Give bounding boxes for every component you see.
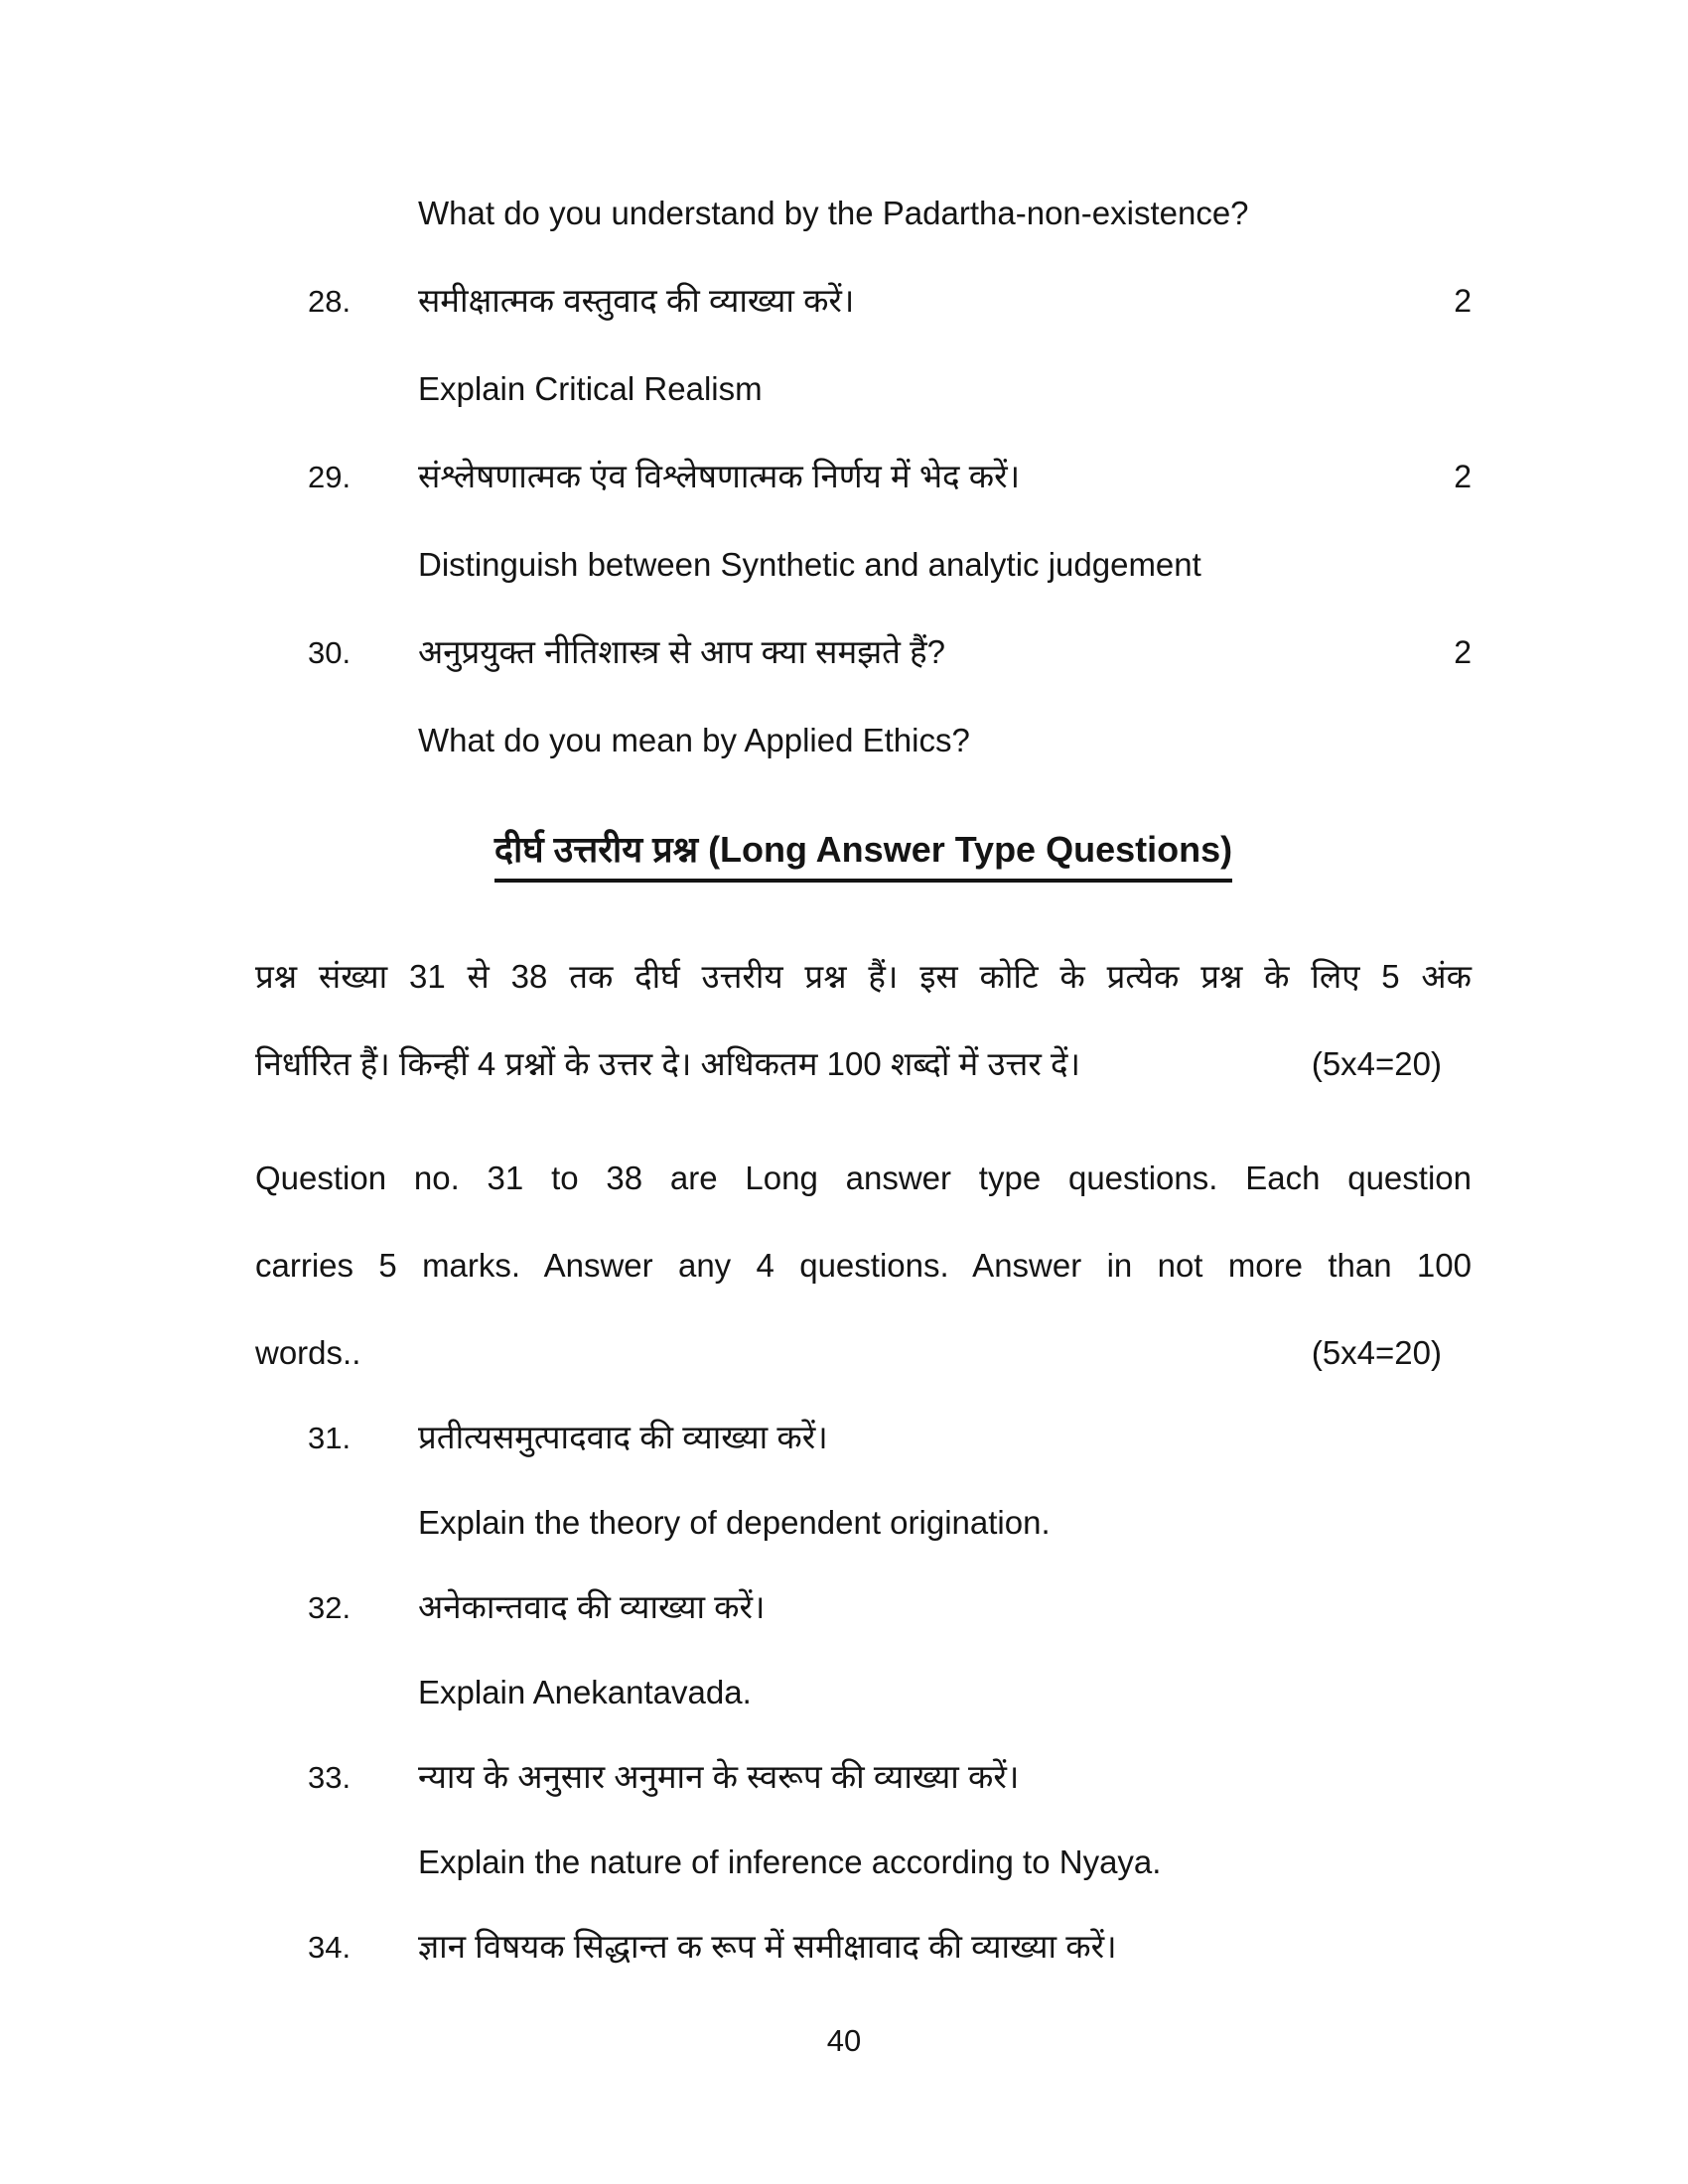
page-content xyxy=(255,194,1472,1968)
question-marks: 2 xyxy=(1454,634,1472,670)
question-number: 29. xyxy=(308,460,352,494)
long-questions-section xyxy=(255,1418,1472,1968)
question-text-hindi: अनुप्रयुक्त नीतिशास्त्र से आप क्या समझते हैं? xyxy=(418,633,946,670)
question-text-english: Distinguish between Synthetic and analytic judgement xyxy=(418,546,1201,583)
question-row-34 xyxy=(255,1927,1472,1968)
question-27-english-line: What do you understand by the Padartha-non-existence? xyxy=(418,195,1249,231)
instructions-hindi-line2-text: निर्धारित हैं। किन्हीं 4 प्रश्नों के उत्तर दे। अधिकतम 100 शब्दों में उत्तर दें। xyxy=(255,1045,1081,1082)
question-number: 33. xyxy=(308,1760,352,1795)
instructions-hindi-marks: (5x4=20) xyxy=(1311,1045,1442,1082)
instructions-english-line1: Question no. 31 to 38 are Long answer type questions. Each question xyxy=(255,1160,1472,1196)
question-number: 31. xyxy=(308,1421,352,1455)
question-text-hindi: ज्ञान विषयक सिद्धान्त क रूप में समीक्षावाद की व्याख्या करें। xyxy=(418,1928,1117,1965)
section-heading-text: दीर्घ उत्तरीय प्रश्न (Long Answer Type Questions) xyxy=(494,827,1232,883)
section-heading xyxy=(255,827,1472,883)
question-row-30 xyxy=(255,632,1472,673)
question-text-hindi: न्याय के अनुसार अनुमान के स्वरूप की व्याख्या करें। xyxy=(418,1758,1020,1795)
question-text-english: What do you mean by Applied Ethics? xyxy=(418,722,970,758)
page-number: 40 xyxy=(826,2023,862,2058)
question-text-hindi: समीक्षात्मक वस्तुवाद की व्याख्या करें। xyxy=(418,282,855,319)
question-number: 32. xyxy=(308,1590,352,1625)
question-text-english: Explain the nature of inference according to Nyaya. xyxy=(418,1843,1162,1880)
question-marks: 2 xyxy=(1454,283,1472,319)
instructions-hindi-line2 xyxy=(255,1044,1472,1084)
instructions-english-marks: (5x4=20) xyxy=(1311,1334,1442,1371)
question-row-32 xyxy=(255,1587,1472,1628)
question-text-english: Explain Critical Realism xyxy=(418,370,763,407)
question-row-33 xyxy=(255,1757,1472,1798)
question-number: 28. xyxy=(308,284,352,319)
question-row-31 xyxy=(255,1418,1472,1458)
question-text-hindi: अनेकान्तवाद की व्याख्या करें। xyxy=(418,1588,766,1625)
question-number: 34. xyxy=(308,1930,352,1965)
question-text-hindi: संश्लेषणात्मक एंव विश्लेषणात्मक निर्णय में भेद करें। xyxy=(418,458,1021,494)
question-marks: 2 xyxy=(1454,459,1472,494)
instructions-english-line2: carries 5 marks. Answer any 4 questions. Answer in not more than 100 xyxy=(255,1247,1472,1284)
question-number: 30. xyxy=(308,635,352,670)
instructions-hindi-line1: प्रश्न संख्या 31 से 38 तक दीर्घ उत्तरीय प्रश्न हैं। इस कोटि के प्रत्येक प्रश्न के लिए 5 अंक xyxy=(255,958,1472,995)
question-text-english: Explain Anekantavada. xyxy=(418,1674,752,1710)
question-row-29 xyxy=(255,457,1472,497)
question-text-english: Explain the theory of dependent origination. xyxy=(418,1504,1051,1541)
instructions-english-line3-text: words.. xyxy=(255,1334,361,1371)
question-text-hindi: प्रतीत्यसमुत्पादवाद की व्याख्या करें। xyxy=(418,1419,828,1455)
instructions-english-line3 xyxy=(255,1333,1472,1373)
question-row-28 xyxy=(255,281,1472,322)
